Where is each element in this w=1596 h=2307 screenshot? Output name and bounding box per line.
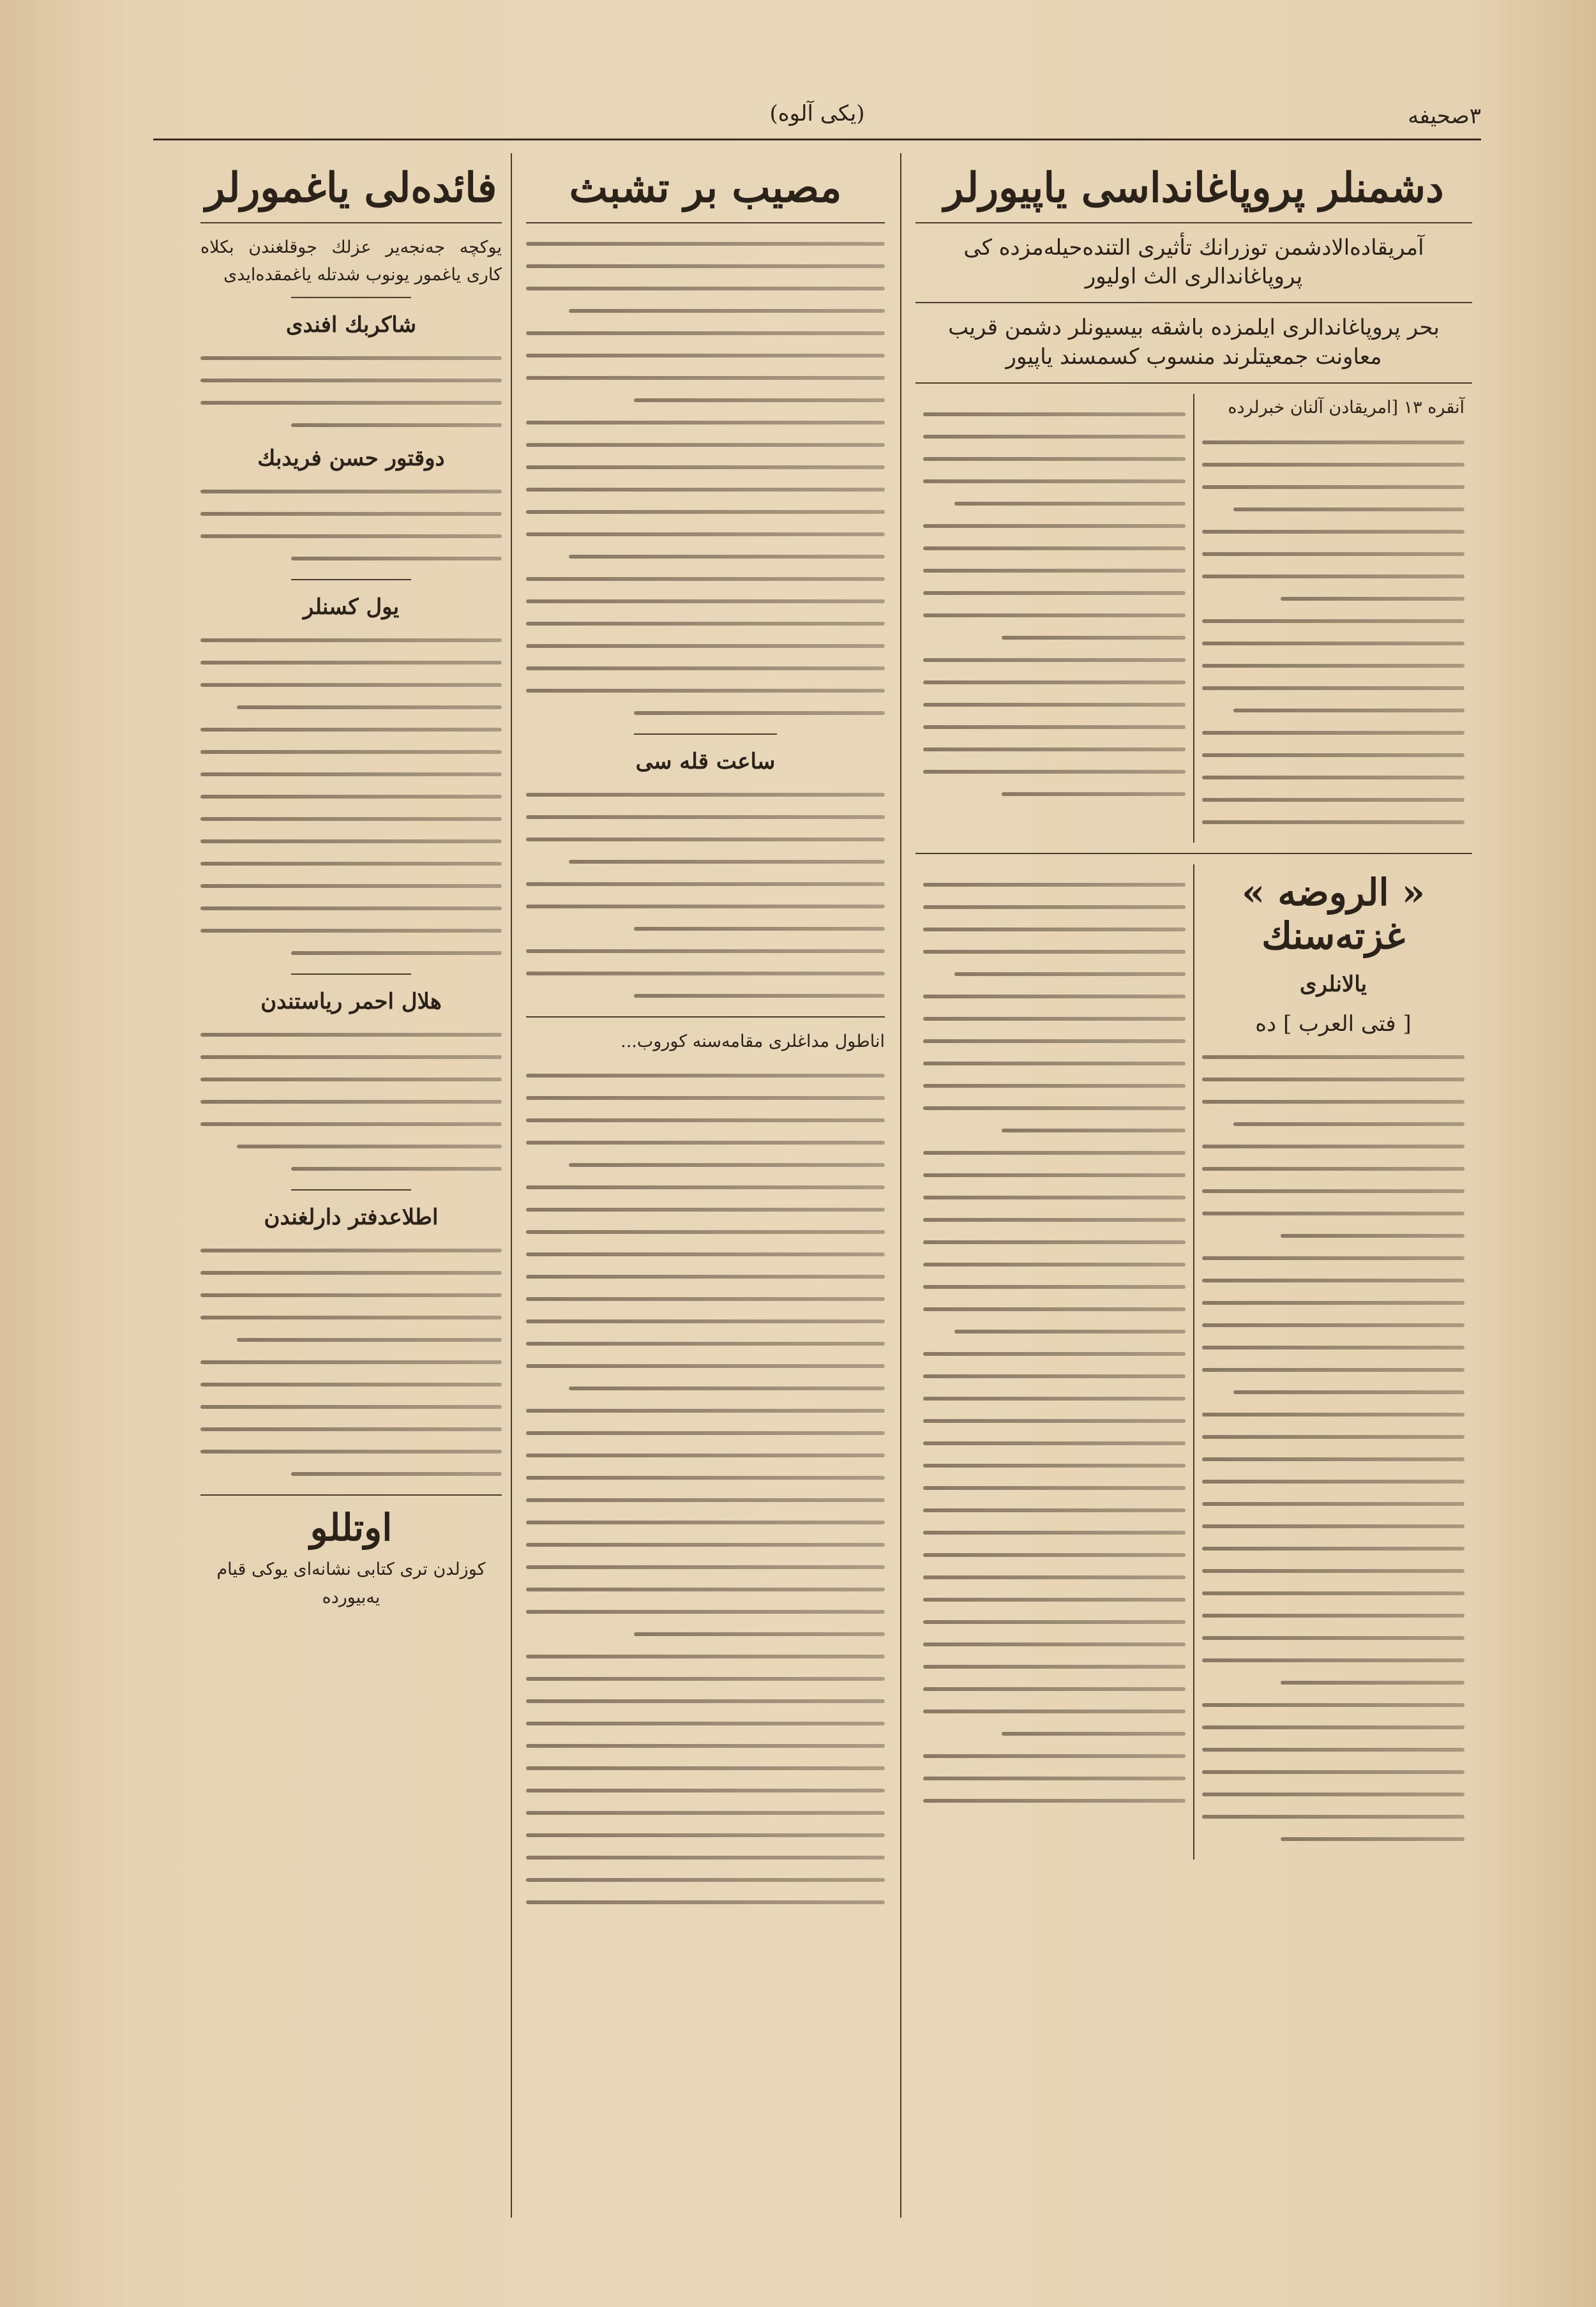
footer-text: کوزلدن تری کتابی نشانه‌ای یوکی قیام یه‌بیورده <box>216 1559 486 1607</box>
section-title: اطلاعدفتر دارلغندن <box>264 1205 439 1231</box>
subhead: آمریقاده‌الادشمن توزرانك تأثیری التنده‌حیله‌مزده كی پروپاغاندالری الث اولیور <box>963 234 1424 290</box>
article-text <box>200 638 502 955</box>
column-left <box>192 153 511 2218</box>
article-text <box>200 356 502 427</box>
subhead: بحر پروپاغاندالری ایلمزده باشقه بیسیونلر دشمن قریب معاونت جمعیتلرند منسوب کسمسند یاپیور <box>948 315 1440 370</box>
headline: فائده‌لی یاغمورلر <box>205 164 497 212</box>
section-lead: اناطول مداغلری مقامه‌سنه کوروب... <box>621 1031 885 1051</box>
article-split <box>915 864 1472 1860</box>
article-text <box>526 793 885 998</box>
section-title: هلال احمر رياستندن <box>260 989 442 1015</box>
divider <box>291 579 412 580</box>
column-divider <box>511 153 512 2218</box>
divider <box>526 222 885 223</box>
section-title: شاکربك افندی <box>285 312 417 338</box>
footer-title: اوتللو <box>310 1506 393 1550</box>
article-text <box>200 490 502 560</box>
divider <box>291 297 412 298</box>
divider <box>200 1494 502 1496</box>
lead-paragraph: یوکچه جه‌نجه‌یر عزلك جوقلغندن بکلاه کاری یاغمور یونوب شدتله یاغمقده‌ایدی <box>200 237 502 285</box>
divider <box>526 1016 885 1018</box>
column-divider <box>900 153 901 2218</box>
article-col <box>915 864 1194 1860</box>
article-col <box>915 394 1194 843</box>
section-title: دوقتور حسن فریدبك <box>257 446 445 472</box>
divider <box>915 222 1472 223</box>
article-text <box>200 1249 502 1476</box>
divider <box>915 853 1472 854</box>
article-col <box>1194 394 1472 843</box>
section-source: [ فتی العرب ] ده <box>1255 1011 1412 1037</box>
masthead-rule <box>153 139 1481 140</box>
article-text <box>923 412 1186 796</box>
divider <box>291 1189 412 1191</box>
divider <box>915 382 1472 384</box>
section-title: ساعت قله سی <box>635 748 776 774</box>
article-text <box>1202 1055 1464 1841</box>
column-middle <box>517 153 894 2218</box>
divider <box>915 302 1472 303</box>
masthead <box>153 96 1481 140</box>
article-text <box>923 883 1186 1803</box>
section-subtitle: یالانلری <box>1299 971 1367 997</box>
article-text <box>526 242 885 715</box>
divider <box>200 222 502 223</box>
article-col <box>1194 864 1472 1860</box>
dateline: آنقره ۱۳ [امریقادن آلنان خبرلرده <box>1228 398 1464 418</box>
divider <box>291 973 412 975</box>
column-right <box>907 153 1481 2218</box>
article-text <box>1202 440 1464 824</box>
page-number: ۳صحیفه <box>1408 103 1481 129</box>
article-text <box>200 1033 502 1171</box>
section-title: یول کسنلر <box>303 594 400 620</box>
article-split <box>915 394 1472 843</box>
headline: دشمنلر پروپاغانداسی یاپیورلر <box>944 164 1444 212</box>
paper-name: (یکی آلوه) <box>769 101 865 126</box>
headline: مصیب بر تشبث <box>569 164 842 212</box>
section-title: « الروضه » غزته‌سنك <box>1241 870 1426 958</box>
article-text <box>526 1074 885 1904</box>
divider <box>634 733 778 735</box>
